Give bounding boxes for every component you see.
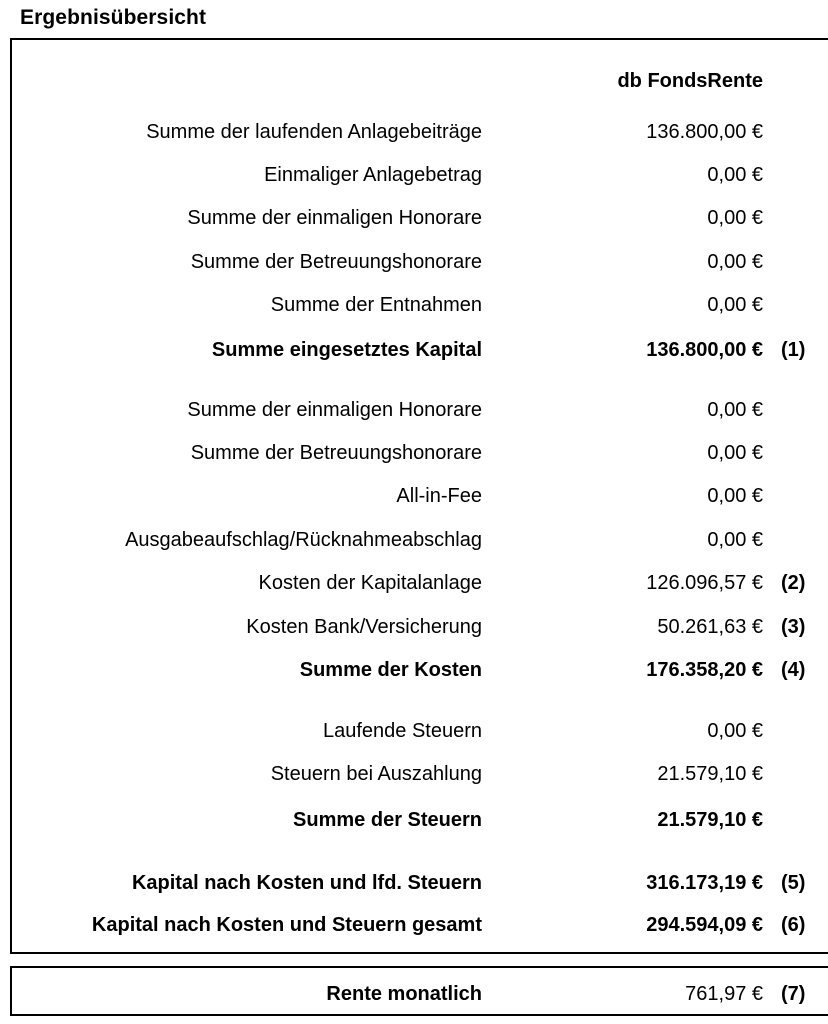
table-row: [0, 162, 828, 188]
table-row: [0, 657, 828, 683]
row-label: Summe der Steuern: [293, 809, 482, 831]
row-label: Summe der Kosten: [299, 659, 482, 681]
table-row: [0, 205, 828, 231]
row-value: 0,00 €: [707, 164, 763, 186]
row-value: 0,00 €: [707, 207, 763, 229]
row-label: Summe der Betreuungshonorare: [190, 442, 482, 464]
row-value: 316.173,19 €: [646, 872, 763, 894]
row-value: 176.358,20 €: [646, 659, 763, 681]
table-row: [0, 570, 828, 596]
row-label: Laufende Steuern: [322, 720, 482, 742]
row-value: 0,00 €: [707, 720, 763, 742]
row-label: Summe eingesetztes Kapital: [211, 339, 482, 361]
row-value: 21.579,10 €: [657, 763, 763, 785]
rente-note: (7): [781, 983, 806, 1005]
row-note: (1): [781, 339, 806, 361]
row-label: Summe der laufenden Anlagebeiträge: [146, 121, 482, 143]
row-value: 136.800,00 €: [646, 339, 763, 361]
row-value: 21.579,10 €: [657, 809, 763, 831]
row-label: Summe der einmaligen Honorare: [187, 207, 482, 229]
row-value: 126.096,57 €: [646, 572, 763, 594]
row-value: 0,00 €: [707, 442, 763, 464]
row-label: All-in-Fee: [396, 485, 482, 507]
row-value: 136.800,00 €: [646, 121, 763, 143]
row-label: Steuern bei Auszahlung: [270, 763, 482, 785]
row-label: Ausgabeaufschlag/Rücknahmeabschlag: [125, 529, 482, 551]
row-label: Summe der einmaligen Honorare: [187, 399, 482, 421]
row-label: Kosten Bank/Versicherung: [246, 616, 482, 638]
row-label: Kapital nach Kosten und Steuern gesamt: [91, 914, 482, 936]
table-row: [0, 614, 828, 640]
table-row: [0, 119, 828, 145]
table-row: [0, 483, 828, 509]
row-value: 0,00 €: [707, 485, 763, 507]
row-label: Einmaliger Anlagebetrag: [264, 164, 482, 186]
row-value: 0,00 €: [707, 529, 763, 551]
table-row: [0, 870, 828, 896]
row-label: Kosten der Kapitalanlage: [258, 572, 482, 594]
table-row: [0, 912, 828, 938]
row-value: 0,00 €: [707, 294, 763, 316]
table-row: [0, 807, 828, 833]
row-label: Kapital nach Kosten und lfd. Steuern: [131, 872, 482, 894]
table-row: [0, 527, 828, 553]
row-label: Summe der Entnahmen: [270, 294, 482, 316]
table-row: [0, 718, 828, 744]
table-row: [0, 337, 828, 363]
table-row: [0, 440, 828, 466]
column-header: db FondsRente: [617, 70, 763, 92]
table-row: [0, 292, 828, 318]
row-value: 50.261,63 €: [657, 616, 763, 638]
row-value: 0,00 €: [707, 251, 763, 273]
rente-label: Rente monatlich: [326, 983, 482, 1005]
row-note: (3): [781, 616, 806, 638]
row-value: 294.594,09 €: [646, 914, 763, 936]
rente-row: [0, 981, 828, 1007]
table-row: [0, 397, 828, 423]
rente-value: 761,97 €: [685, 983, 763, 1005]
table-row: [0, 249, 828, 275]
row-note: (5): [781, 872, 806, 894]
table-row: [0, 761, 828, 787]
row-note: (4): [781, 659, 806, 681]
row-note: (2): [781, 572, 806, 594]
row-note: (6): [781, 914, 806, 936]
row-value: 0,00 €: [707, 399, 763, 421]
page-title: Ergebnisübersicht: [20, 6, 207, 29]
row-label: Summe der Betreuungshonorare: [190, 251, 482, 273]
